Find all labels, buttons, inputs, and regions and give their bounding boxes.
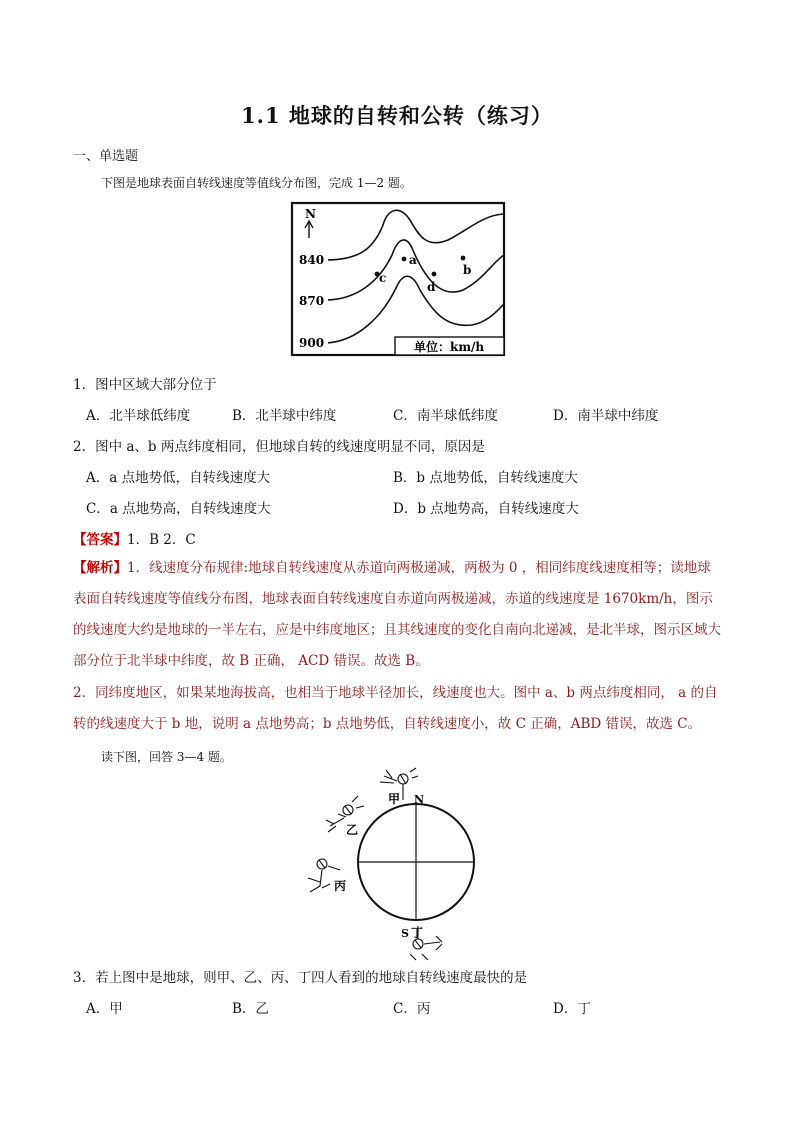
answer-line — [73, 528, 196, 548]
intro-text-1: 下图是地球表面自转线速度等值线分布图，完成 1—2 题。 — [101, 176, 412, 190]
unit-label: 单位：km/h — [414, 340, 485, 354]
contour-label-900: 900 — [299, 336, 325, 350]
question-3-stem: 3．若上图中是地球，则甲、乙、丙、丁四人看到的地球自转线速度最快的是 — [73, 970, 528, 986]
section-heading: 一、单选题 — [73, 149, 139, 164]
north-pole-label: N — [414, 793, 425, 806]
question-3-option-d[interactable]: D．丁 — [553, 1001, 591, 1017]
question-2-option-d[interactable]: D．b 点地势高，自转线速度大 — [393, 501, 579, 517]
isoline-map-figure — [288, 200, 510, 360]
question-3-option-a[interactable]: A．甲 — [86, 1001, 123, 1017]
observer-bing-label: 丙 — [334, 879, 347, 893]
point-b — [461, 256, 466, 261]
question-1-option-d[interactable]: D．南半球中纬度 — [553, 408, 659, 424]
answer-label: 【答案】 — [73, 532, 127, 548]
question-2-option-c[interactable]: C．a 点地势高，自转线速度大 — [86, 501, 271, 517]
question-1-option-c[interactable]: C．南半球低纬度 — [393, 408, 498, 424]
contour-label-840: 840 — [299, 253, 325, 267]
question-2-option-b[interactable]: B．b 点地势低，自转线速度大 — [393, 470, 578, 486]
point-d — [432, 272, 437, 277]
point-c-label: c — [379, 271, 387, 285]
explanation-paragraph-1 — [73, 553, 723, 677]
answer-text: 1．B 2．C — [127, 532, 196, 548]
question-3-option-c[interactable]: C．丙 — [393, 1001, 431, 1017]
question-2-option-a[interactable]: A．a 点地势低，自转线速度大 — [86, 470, 271, 486]
south-pole-label: S — [401, 927, 409, 940]
explanation-label: 【解析】 — [73, 560, 127, 576]
question-2-stem: 2．图中 a、b 两点纬度相同，但地球自转的线速度明显不同，原因是 — [73, 439, 485, 455]
contour-label-870: 870 — [299, 294, 325, 308]
page-title: 1.1 地球的自转和公转（练习） — [241, 103, 553, 128]
question-3-option-b[interactable]: B．乙 — [232, 1001, 269, 1017]
globe-observers-figure — [300, 766, 490, 962]
question-1-option-b[interactable]: B．北半球中纬度 — [232, 408, 337, 424]
observer-yi-icon — [326, 796, 364, 832]
question-1-stem: 1．图中区域大部分位于 — [73, 377, 217, 393]
north-label: N — [305, 207, 316, 221]
observer-yi-label: 乙 — [346, 823, 359, 837]
explanation-paragraph-2: 2．同纬度地区，如果某地海拔高，也相当于地球半径加长，线速度也大。图中 a、b 两点纬度相同， a 的自转的线速度大于 b 地，说明 a 点地势高；b 点地势低，自转线速度小，故 C 正确，ABD 错误，故选 C。 — [73, 685, 718, 732]
point-a — [402, 257, 407, 262]
observer-ding-label: 丁 — [411, 926, 424, 940]
question-1-option-a[interactable]: A．北半球低纬度 — [86, 408, 191, 424]
point-b-label: b — [463, 263, 472, 277]
point-d-label: d — [427, 280, 436, 294]
point-a-label: a — [409, 253, 417, 267]
observer-jia-label: 甲 — [388, 792, 401, 806]
explanation-text-1: 1．线速度分布规律:地球自转线速度从赤道向两极递减，两极为 0 ，相同纬度线速度相等；读地球表面自转线速度等值线分布图，地球表面自转线速度自赤道向两极递减，赤道的线速度是 1670km/h，图示的线速度大约是地球的一半左右，应是中纬度地区；且其线速度的变化自南向北递减，是北半球，图示区域大部分位于北半球中纬度，故 B 正确， ACD 错误。故选 B。 — [73, 560, 721, 669]
intro-text-2: 读下图，回答 3—4 题。 — [101, 750, 232, 764]
